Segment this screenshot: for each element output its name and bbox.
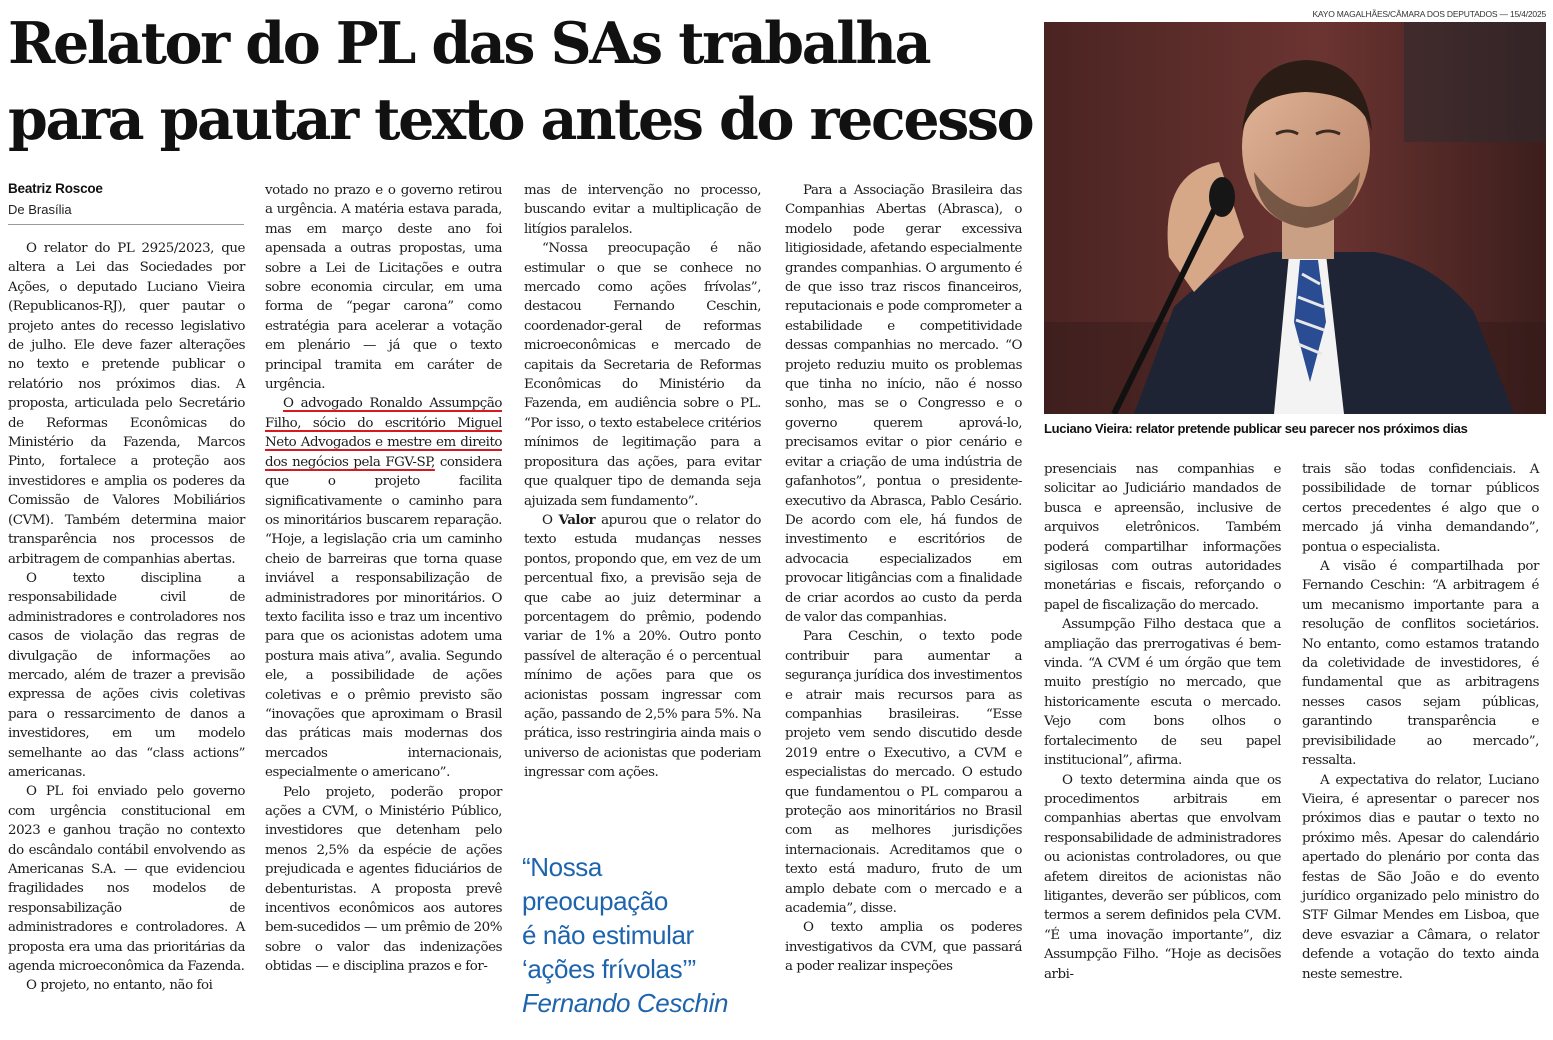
pull-quote-attribution: Fernando Ceschin bbox=[522, 988, 729, 1018]
pull-quote-line: “Nossa bbox=[522, 852, 602, 882]
pull-quote bbox=[522, 850, 772, 1020]
photo-luciano-vieira bbox=[1044, 22, 1546, 414]
paragraph: O texto determina ainda que os procedimentos arbitrais em companhias abertas que envolvam responsabilidade de administradores ou acionistas controladores, ou que afetem direitos de acionistas não litigantes, deverão ser públicos, com termos a serem definidos pela CVM. “É uma inovação importante”, diz Assumpção Filho. “Hoje as decisões arbi- bbox=[1044, 772, 1281, 982]
paragraph-text: apurou que o relator do texto estuda mudanças nesses pontos, propondo que, em vez de um percentual fixo, a previsão seja de que cabe ao juiz determinar a porcentagem do prêmio, podendo variar de 1% a 20%. Outro ponto passível de alteração é o percentual mínimo de ações para que os acionistas possam ingressar com ação, passando de 2,5% para 5%. Na prática, isso restringiria ainda mais o universo de acionistas que poderiam ingressar com ações. bbox=[524, 512, 761, 781]
paragraph: “Nossa preocupação é não estimular o que se conhece no mercado como ações frívolas”, destacou Fernando Ceschin, coordenador-geral de reformas microeconômicas e mercado de capitais da Secretaria de Reformas Econômicas do Ministério da Fazenda, em audiência sobre o PL. “Por isso, o texto estabelece critérios mínimos de legitimação para a propositura das ações, para evitar que qualquer tipo de demanda seja ajuizada sem fundamento”. bbox=[524, 241, 761, 509]
portrait-illustration bbox=[1044, 22, 1546, 414]
headline bbox=[8, 6, 1033, 158]
paragraph: O relator do PL 2925/2023, que altera a Lei das Sociedades por Ações, o deputado Luciano Vieira (Republicanos-RJ), quer pautar o projeto antes do recesso legislativo de julho. Ele deve fazer alterações no texto e pretende publicar o relatório nos próximos dias. A proposta, articulada pelo Secretário de Reformas Econômicas do Ministério da Fazenda, Marcos Pinto, fortalece a proteção aos investidores e amplia os poderes da Comissão de Valores Mobiliários (CVM). Também determina maior transparência nos processos de arbitragem de companhias abertas. bbox=[8, 241, 245, 567]
article-column-6 bbox=[1302, 460, 1539, 984]
paragraph: O projeto, no entanto, não foi bbox=[26, 978, 213, 994]
paragraph-prefix: O bbox=[542, 512, 559, 528]
photo-caption: Luciano Vieira: relator pretende publicar seu parecer nos próximos dias bbox=[1044, 421, 1468, 436]
highlighted-text: O advogado Ronaldo Assumpção Filho, sócio do escritório Miguel Neto Advogados e mestre em direito dos negócios pela FGV-SP, bbox=[265, 396, 502, 470]
paragraph: O PL foi enviado pelo governo com urgência constitucional em 2023 e ganhou tração no contexto do escândalo contábil envolvendo as Americanas S.A. — que evidenciou fragilidades nos modelos de responsabilização de administradores e controladores. A proposta era uma das prioritárias da agenda microeconômica da Fazenda. bbox=[8, 784, 245, 975]
byline-author: Beatriz Roscoe bbox=[8, 181, 103, 196]
headline-line-1: Relator do PL das SAs trabalha bbox=[8, 10, 930, 77]
article-column-4 bbox=[785, 181, 1022, 977]
paragraph-text: considera que o projeto facilita significativamente o caminho para os minoritários buscarem reparação. “Hoje, a legislação cria um caminho cheio de barreiras que torna quase inviável a responsabilização de administradores por minoritários. O texto facilita isso e traz um incentivo para que os acionistas adotem uma postura mais ativa”, avalia. Segundo ele, a possibilidade de ações coletivas e o prêmio previsto são “inovações que aproximam o Brasil das práticas mais modernas dos mercados internacionais, especialmente o americano”. bbox=[265, 454, 502, 781]
pull-quote-line: é não estimular bbox=[522, 920, 694, 950]
paragraph: trais são todas confidenciais. A possibilidade de tornar públicos certos precedentes é algo que o mercado já vinha demandando”, pontua o especialista. bbox=[1302, 462, 1539, 555]
paragraph: Pelo projeto, poderão propor ações a CVM, o Ministério Público, investidores que detenham pelo menos 2,5% da espécie de ações prejudicada e agentes fiduciários de debenturistas. A proposta prevê incentivos econômicos aos autores bem-sucedidos — um prêmio de 20% sobre o valor das indenizações obtidas — e disciplina prazos e for- bbox=[265, 784, 502, 975]
paragraph: O texto disciplina a responsabilidade civil de administradores e controladores nos casos de violação das regras de divulgação de informações ao mercado, além de trazer a previsão expressa de ações civis coletivas para o ressarcimento de danos a investidores, em um modelo semelhante ao das “class actions” americanas. bbox=[8, 570, 245, 780]
byline-divider bbox=[8, 224, 244, 225]
article-column-2 bbox=[265, 181, 502, 977]
paragraph: presenciais nas companhias e solicitar ao Judiciário mandados de busca e apreensão, inclusive de arquivos eletrônicos. Também poderá compartilhar informações sigilosas com outras autoridades monetárias e fiscais, reforçando o papel de fiscalização do mercado. bbox=[1044, 462, 1281, 613]
article-column-3 bbox=[524, 181, 761, 783]
newspaper-name: Valor bbox=[558, 511, 596, 528]
pull-quote-line: preocupação bbox=[522, 886, 668, 916]
pull-quote-line: ‘ações frívolas’” bbox=[522, 954, 696, 984]
paragraph: mas de intervenção no processo, buscando evitar a multiplicação de litígios paralelos. bbox=[524, 183, 761, 237]
paragraph: Assumpção Filho destaca que a ampliação das prerrogativas é bem-vinda. “A CVM é um órgão que tem muito prestígio no mercado, que historicamente escuta o mercado. Vejo com bons olhos o fortalecimento de seu papel institucional”, afirma. bbox=[1044, 617, 1281, 769]
paragraph: Para Ceschin, o texto pode contribuir para aumentar a segurança jurídica dos investimentos e atrair mais recursos para as companhias brasileiras. “Esse projeto vem sendo discutido desde 2019 entre o Executivo, a CVM e especialistas do mercado. O estudo que fundamentou o PL comparou a proteção aos minoritários no Brasil com as melhores jurisdições internacionais. Acreditamos que o texto está maduro, fruto de um amplo debate com o mercado e a academia”, disse. bbox=[785, 629, 1022, 917]
paragraph: O texto amplia os poderes investigativos da CVM, que passará a poder realizar inspeções bbox=[785, 920, 1022, 975]
article-column-5 bbox=[1044, 460, 1281, 984]
byline-place: De Brasília bbox=[8, 202, 72, 217]
paragraph: A visão é compartilhada por Fernando Ceschin: “A arbitragem é um mecanismo importante para a resolução de conflitos societários. No entanto, como estamos tratando da coletividade de investidores, é fundamental que as arbitragens nesses casos sejam públicas, garantindo transparência e previsibilidade ao mercado”, ressalta. bbox=[1302, 559, 1539, 769]
headline-line-2: para pautar texto antes do recesso bbox=[8, 86, 1033, 153]
paragraph: votado no prazo e o governo retirou a urgência. A matéria estava parada, mas em março deste ano foi apensada a outras propostas, uma sobre a Lei de Licitações e outra sobre economia circular, em uma forma de “pegar carona” como estratégia para acelerar a votação em plenário — já que o texto principal tramita em caráter de urgência. bbox=[265, 183, 502, 393]
article-column-1 bbox=[8, 239, 245, 996]
paragraph bbox=[524, 511, 761, 783]
paragraph: A expectativa do relator, Luciano Vieira, é apresentar o parecer nos próximos dias e pautar o texto no próximo mês. Apesar do calendário apertado do plenário por conta das festas de São João e do evento jurídico organizado pelo ministro do STF Gilmar Mendes em Lisboa, que deve esvaziar a Câmara, o relator defende a votação do texto ainda neste semestre. bbox=[1302, 772, 1539, 982]
paragraph-highlighted bbox=[265, 394, 502, 782]
photo-credit: KAYO MAGALHÃES/CÂMARA DOS DEPUTADOS — 15/4/2025 bbox=[1312, 9, 1546, 19]
paragraph: Para a Associação Brasileira das Companhias Abertas (Abrasca), o modelo pode gerar excessiva litigiosidade, afetando especialmente grandes companhias. O argumento é de que isso traz riscos financeiros, reputacionais e pode comprometer a estabilidade e competitividade dessas companhias no mercado. “O projeto reduziu muito os problemas que tinha no início, não é nosso sonho, mas se o Congresso e o governo querem aprová-lo, precisamos evitar o pior cenário e evitar a criação de uma indústria de gafanhotos”, pontua o presidente-executivo da Abrasca, Pablo Cesário. De acordo com ele, há fundos de investimento e escritórios de advocacia especializados em provocar litigâncias com a finalidade de criar acordos ao custo da perda de valor das companhias. bbox=[785, 183, 1022, 625]
